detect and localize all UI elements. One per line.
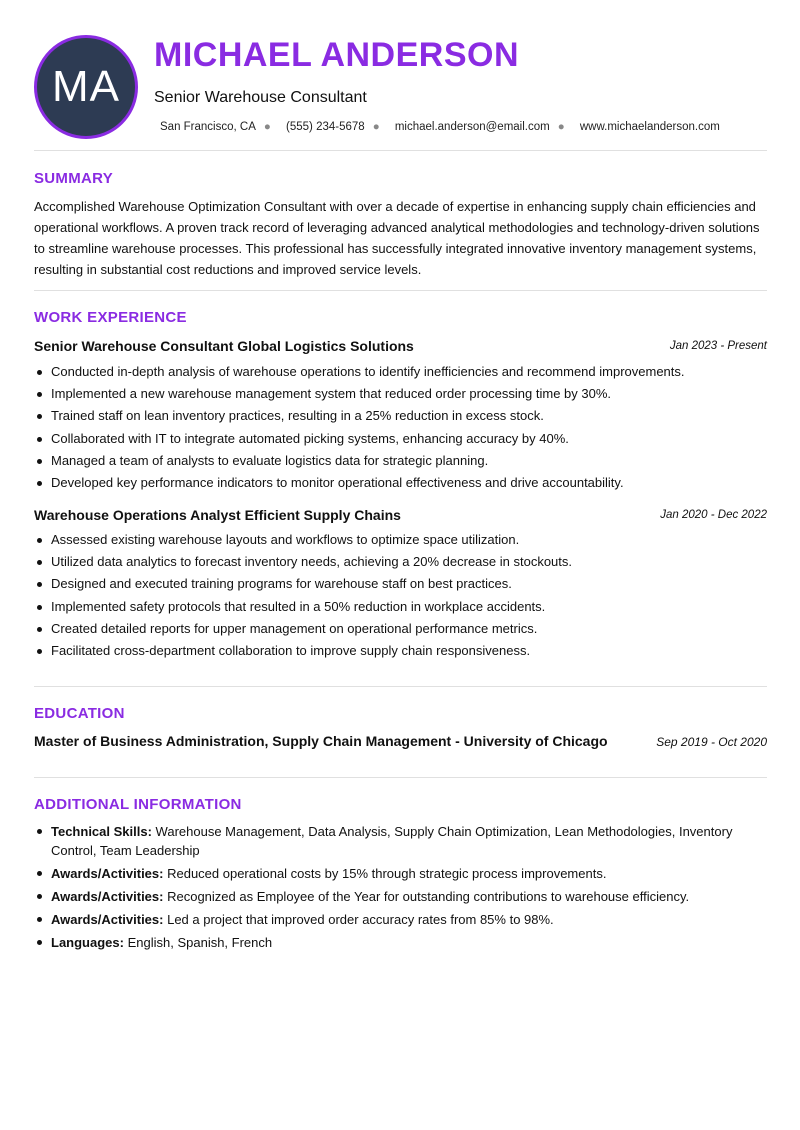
additional-info-heading: ADDITIONAL INFORMATION	[34, 796, 242, 813]
candidate-name: MICHAEL ANDERSON	[154, 36, 520, 74]
job-title-company: Warehouse Operations Analyst Efficient Supply Chains	[34, 507, 401, 523]
additional-info-list	[34, 822, 767, 956]
list-item: Implemented safety protocols that resulted in a 50% reduction in workplace accidents.	[34, 596, 767, 618]
item-text: Recognized as Employee of the Year for outstanding contributions to warehouse efficiency.	[167, 889, 690, 904]
list-item: Assessed existing warehouse layouts and workflows to optimize space utilization.	[34, 529, 767, 551]
item-text: Led a project that improved order accuracy rates from 85% to 98%.	[167, 912, 554, 927]
item-label: Languages:	[51, 935, 124, 950]
list-item: Collaborated with IT to integrate automated picking systems, enhancing accuracy by 40%.	[34, 428, 767, 450]
avatar	[34, 35, 138, 139]
list-item	[34, 933, 767, 952]
separator-dot-icon: ●	[372, 121, 380, 133]
contact-phone: (555) 234-5678	[286, 121, 365, 133]
list-item	[34, 822, 767, 860]
separator-dot-icon: ●	[263, 121, 271, 133]
job-bullet-list	[34, 361, 767, 494]
section-divider	[34, 777, 767, 778]
contact-website[interactable]: www.michaelanderson.com	[579, 121, 720, 133]
list-item: Utilized data analytics to forecast inventory needs, achieving a 20% decrease in stockouts.	[34, 551, 767, 573]
item-label: Awards/Activities:	[51, 889, 164, 904]
education-dates: Sep 2019 - Oct 2020	[656, 735, 767, 749]
list-item: Implemented a new warehouse management system that reduced order processing time by 30%.	[34, 383, 767, 405]
item-label: Awards/Activities:	[51, 912, 164, 927]
section-divider	[34, 686, 767, 687]
job-title-company: Senior Warehouse Consultant Global Logistics Solutions	[34, 338, 414, 354]
section-divider	[34, 150, 767, 151]
item-text: Reduced operational costs by 15% through strategic process improvements.	[167, 866, 607, 881]
contact-location: San Francisco, CA	[160, 121, 256, 133]
item-text: English, Spanish, French	[127, 935, 273, 950]
job-dates: Jan 2020 - Dec 2022	[660, 509, 767, 521]
list-item: Facilitated cross-department collaboration to improve supply chain responsiveness.	[34, 640, 767, 662]
item-label: Technical Skills:	[51, 824, 152, 839]
education-heading: EDUCATION	[34, 705, 125, 722]
job-bullet-list	[34, 529, 767, 662]
list-item: Created detailed reports for upper management on operational performance metrics.	[34, 618, 767, 640]
list-item	[34, 910, 767, 929]
contact-line	[160, 121, 720, 133]
summary-text: Accomplished Warehouse Optimization Consultant with over a decade of expertise in enhancing supply chain efficiencies and operational workflows. A proven track record of leveraging advanced analytical methodologies and technology-driven solutions to streamline warehouse processes. This professional has successfully integrated innovative inventory management systems, resulting in substantial cost reductions and improved service levels.	[34, 199, 760, 277]
work-experience-heading: WORK EXPERIENCE	[34, 309, 187, 326]
separator-dot-icon: ●	[557, 121, 565, 133]
job-heading	[34, 338, 767, 356]
education-degree: Master of Business Administration, Supply Chain Management - University of Chicago	[34, 733, 608, 749]
list-item	[34, 887, 767, 906]
list-item	[34, 864, 767, 883]
contact-email[interactable]: michael.anderson@email.com	[394, 121, 550, 133]
list-item: Designed and executed training programs for warehouse staff on best practices.	[34, 573, 767, 595]
section-divider	[34, 290, 767, 291]
list-item: Conducted in-depth analysis of warehouse operations to identify inefficiencies and recommend improvements.	[34, 361, 767, 383]
list-item: Trained staff on lean inventory practices, resulting in a 25% reduction in excess stock.	[34, 405, 767, 427]
candidate-title: Senior Warehouse Consultant	[154, 89, 367, 106]
summary-heading: SUMMARY	[34, 170, 114, 187]
job-dates: Jan 2023 - Present	[669, 340, 767, 352]
item-label: Awards/Activities:	[51, 866, 164, 881]
education-entry	[34, 733, 767, 749]
list-item: Managed a team of analysts to evaluate logistics data for strategic planning.	[34, 450, 767, 472]
item-text: Warehouse Management, Data Analysis, Supply Chain Optimization, Lean Methodologies, Inventory Control, Team Leadership	[51, 824, 733, 858]
list-item: Developed key performance indicators to monitor operational effectiveness and drive accountability.	[34, 472, 767, 494]
job-heading	[34, 507, 767, 525]
avatar-initials: MA	[52, 62, 120, 111]
